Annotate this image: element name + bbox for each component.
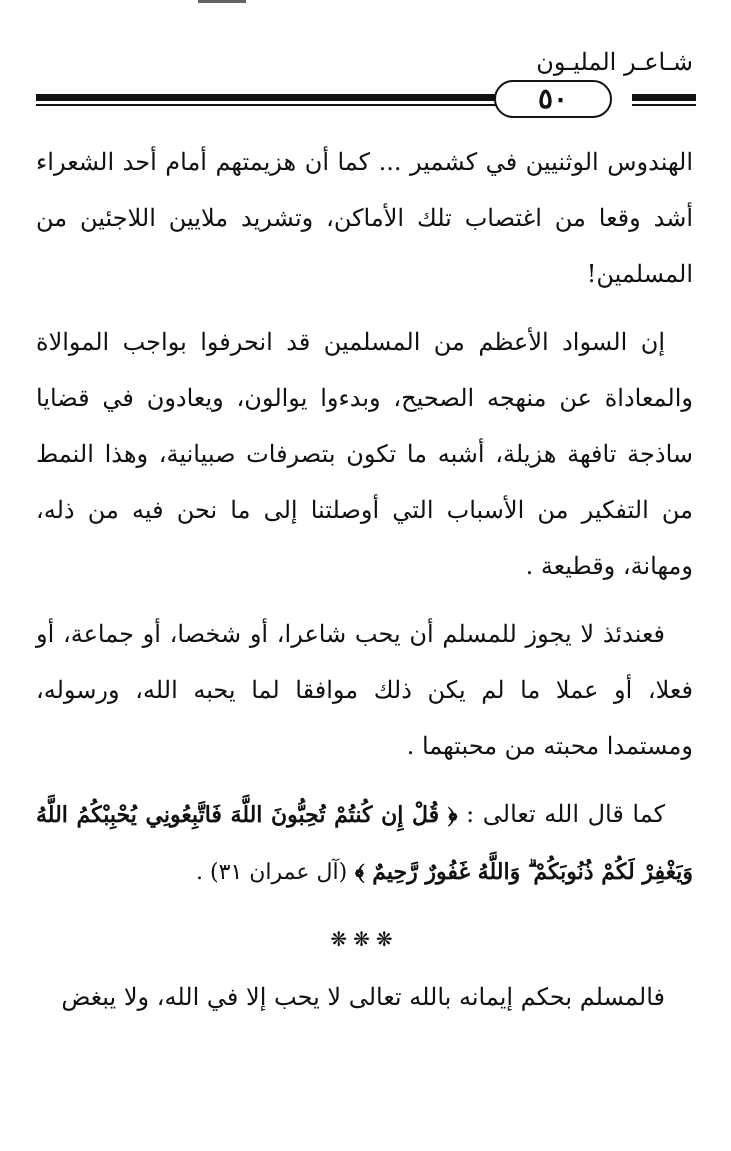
header-rule-right xyxy=(632,94,696,108)
page-number: ٥٠ xyxy=(494,80,612,118)
header-rule-right-thin-line xyxy=(632,104,696,106)
running-title: شـاعـر المليـون xyxy=(536,48,693,76)
header-rule xyxy=(36,80,696,124)
header-rule-right-thick-line xyxy=(632,94,696,101)
paragraph-1: الهندوس الوثنيين في كشمير ... كما أن هزيمتهم أمام أحد الشعراء أشد وقعا من اغتصاب تلك الأماكن، وتشريد ملايين اللاجئين من المسلمين! xyxy=(36,148,693,288)
top-scan-mark xyxy=(198,0,246,3)
verse-intro: كما قال الله تعالى : xyxy=(466,800,665,828)
paragraph-3: فعندئذ لا يجوز للمسلم أن يحب شاعرا، أو شخصا، أو جماعة، أو فعلا، أو عملا ما لم يكن ذلك موافقا لما يحبه الله، ورسوله، ومستمدا محبته من محبتهما . xyxy=(36,620,693,760)
paragraph-5: فالمسلم بحكم إيمانه بالله تعالى لا يحب إلا في الله، ولا يبغض xyxy=(61,983,665,1011)
verse-reference: (آل عمران ٣١) . xyxy=(196,860,348,885)
header-rule-left xyxy=(36,94,496,108)
header-rule-thick-line xyxy=(36,94,496,101)
quran-verse: ﴿ قُلْ إِن كُنتُمْ تُحِبُّونَ اللَّهَ فَاتَّبِعُونِي يُحْبِبْكُمُ اللَّهُ وَيَغْفِرْ لَكُمْ ذُنُوبَكُمْ ۗ وَاللَّهُ غَفُورٌ رَّحِيمٌ ﴾ xyxy=(36,802,693,885)
body-text xyxy=(36,134,693,1025)
header-rule-thin-line xyxy=(36,104,496,106)
paragraph-4 xyxy=(36,786,693,901)
section-ornament: ❋❋❋ xyxy=(330,927,399,951)
paragraph-2: إن السواد الأعظم من المسلمين قد انحرفوا بواجب الموالاة والمعاداة عن منهجه الصحيح، وبدءوا يوالون، ويعادون في قضايا ساذجة تافهة هزيلة، أشبه ما تكون بتصرفات صبيانية، وهذا النمط من التفكير من الأسباب التي أوصلتنا إلى ما نحن فيه من ذله، ومهانة، وقطيعة . xyxy=(36,328,693,580)
